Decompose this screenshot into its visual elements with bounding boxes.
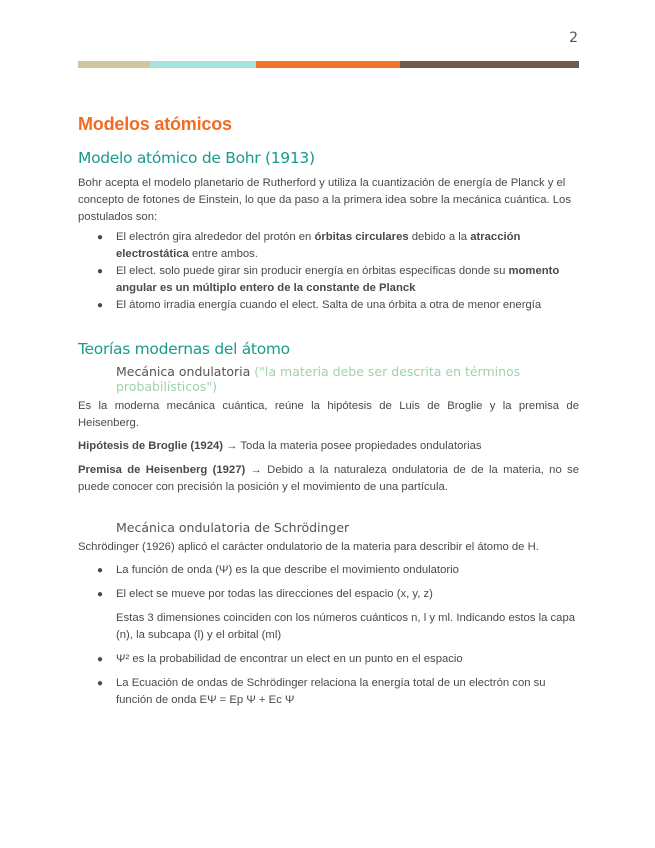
list-item: ● La función de onda (Ψ) es la que describe el movimiento ondulatorio (78, 562, 579, 579)
schrodinger-list-cont (78, 651, 579, 709)
color-bar-segment-1 (78, 61, 150, 68)
list-item: ● La Ecuación de ondas de Schrödinger relaciona la energía total de un electrón con su función de onda EΨ = Ep Ψ + Ec Ψ (97, 677, 546, 706)
bullet-icon: ● (97, 678, 104, 689)
page-title: Modelos atómicos (78, 114, 232, 134)
bullet-icon: ● (97, 266, 104, 277)
bullet-icon: ● (97, 654, 104, 665)
bullet-icon: ● (97, 232, 104, 243)
psi-squared-symbol: Ψ² (116, 653, 130, 665)
dimensions-note: Estas 3 dimensiones coinciden con los números cuánticos n, l y ml. Indicando estos la capa (n), la subcapa (l) y el orbital (ml) (116, 612, 576, 641)
color-bar-segment-4 (400, 61, 579, 68)
list-item: ● Ψ² es la probabilidad de encontrar un elect en un punto en el espacio (78, 651, 579, 668)
color-bar-segment-3 (256, 61, 400, 68)
page-number: 2 (569, 30, 578, 46)
bohr-heading: Modelo atómico de Bohr (1913) (78, 149, 315, 167)
bullet-icon: ● (97, 589, 104, 600)
document-content (78, 114, 579, 709)
modern-theories-heading: Teorías modernas del átomo (78, 340, 290, 358)
schrodinger-heading: Mecánica ondulatoria de Schrödinger (116, 520, 350, 535)
schrodinger-list (78, 562, 579, 603)
heisenberg-paragraph: Premisa de Heisenberg (1927) → Debido a la naturaleza ondulatoria de de la materia, no se puede conocer con precisión la posición y el movimiento de una partícula. (78, 464, 579, 493)
schrodinger-intro: Schrödinger (1926) aplicó el carácter ondulatorio de la materia para describir el átomo de H. (78, 541, 539, 553)
bullet-icon: ● (97, 300, 104, 311)
ondulatoria-intro: Es la moderna mecánica cuántica, reúne la hipótesis de Luis de Broglie y la premisa de Heisenberg. (78, 400, 579, 429)
list-item: ● El elect. solo puede girar sin producir energía en órbitas específicas donde su momento angular es un múltiplo entero de la constante de Planck (97, 265, 560, 294)
color-bar-segment-2 (150, 61, 256, 68)
list-item: ● El átomo irradia energía cuando el elect. Salta de una órbita a otra de menor energía (78, 297, 579, 314)
bullet-icon: ● (97, 565, 104, 576)
bohr-intro: Bohr acepta el modelo planetario de Rutherford y utiliza la cuantización de energía de Planck y el concepto de fotones de Einstein, lo que da paso a la primera idea sobre la mecánica cuántica. Los postulados son: (78, 177, 571, 223)
list-item: ● El elect se mueve por todas las direcciones del espacio (x, y, z) (78, 586, 579, 603)
list-item: ● El electrón gira alrededor del protón en órbitas circulares debido a la atracción electrostática entre ambos. (97, 231, 521, 260)
bohr-postulates-list (78, 229, 579, 314)
header-color-bar (78, 61, 579, 68)
ondulatoria-heading: Mecánica ondulatoria ("la materia debe ser descrita en términos probabilísticos") (116, 364, 521, 394)
ondulatoria-quote: ("la materia debe ser descrita en términos probabilísticos") (116, 364, 521, 394)
broglie-paragraph: Hipótesis de Broglie (1924) → Toda la materia posee propiedades ondulatorias (78, 440, 482, 452)
